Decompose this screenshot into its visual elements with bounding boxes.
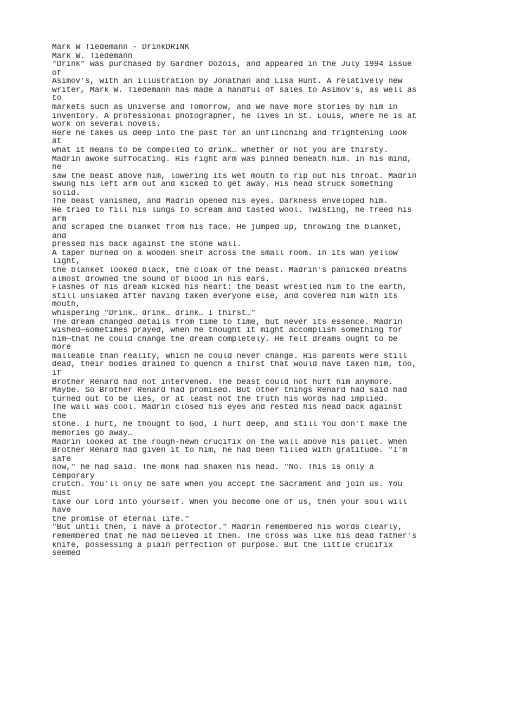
text-line: take our Lord into yourself. When you become one of us, then your soul will bbox=[52, 498, 408, 507]
document-body bbox=[52, 44, 488, 559]
text-line: wished—sometimes prayed, when he thought it might accomplish something for bbox=[52, 327, 403, 336]
text-line: almost drowned the sound of blood in his ears. bbox=[52, 275, 270, 284]
text-line: him—that he could change the dream completely. He felt dreams ought to be bbox=[52, 335, 398, 344]
text-line: now," he had said. The monk had shaken his head. "No. This is only a bbox=[52, 464, 374, 473]
text-line: the bbox=[52, 412, 67, 421]
text-line: swung his left arm out and kicked to get away. His head struck something bbox=[52, 181, 393, 190]
text-line: stone. I hurt, he thought to God, I hurt deep, and still You don't make the bbox=[52, 421, 408, 430]
text-line: the promise of eternal life." bbox=[52, 515, 190, 524]
text-line: work on several novels. bbox=[52, 121, 161, 130]
text-line: have bbox=[52, 507, 71, 516]
text-line: inventory. A professional photographer, he lives in St. Louis, where he is at bbox=[52, 112, 417, 121]
text-line: still unslaked after having taken everyone else, and covered him with its bbox=[52, 292, 398, 301]
text-line: The beast vanished, and Madrin opened his eyes. Darkness enveloped him. bbox=[52, 198, 389, 207]
text-line: whispering "Drink… drink… drink… I thirst…" bbox=[52, 309, 256, 318]
text-line: dead, their bodies drained to quench a thirst that would have taken him, too, bbox=[52, 361, 417, 370]
document-author: Mark W. Tiedemann bbox=[52, 52, 133, 61]
text-line: saw the beast above him, lowering its wet mouth to rip out his throat. Madrin bbox=[52, 172, 417, 181]
text-line: "But until then, I have a protector." Madrin remembered his words clearly, bbox=[52, 524, 403, 533]
text-line: light, bbox=[52, 258, 81, 267]
text-line: the blanket looked black, the cloak of the beast. Madrin's panicked breaths bbox=[52, 267, 408, 276]
document-title: Mark W Tiedemann - DrinkDRINK bbox=[52, 44, 190, 52]
text-line: Brother Renard had not intervened. The beast could not hurt him anymore. bbox=[52, 378, 393, 387]
text-line: Madrin looked at the rough-hewn crucifix on the wall above his pallet. When bbox=[52, 438, 408, 447]
text-line: The dream changed details from time to time, but never its essence. Madrin bbox=[52, 318, 403, 327]
text-line: Maybe. So Brother Renard had promised. But other things Renard had said had bbox=[52, 387, 408, 396]
text-line: turned out to be lies, or at least not the truth his words had implied. bbox=[52, 395, 389, 404]
text-line: Brother Renard had given it to him, he had been filled with gratitude. "I'm bbox=[52, 447, 408, 456]
text-line: and bbox=[52, 232, 67, 241]
text-line: "Drink" was purchased by Gardner Dozois, and appeared in the July 1994 issue bbox=[52, 61, 412, 70]
text-line: remembered that he had believed it then. The cross was like his dead father's bbox=[52, 532, 417, 541]
text-line: The wall was cool. Madrin closed his eyes and rested his head back against bbox=[52, 404, 403, 413]
text-line: writer, Mark W. Tiedemann has made a handful of sales to Asimov's, as well as bbox=[52, 86, 417, 95]
text-line: pressed his back against the stone wall. bbox=[52, 241, 242, 250]
text-line: temporary bbox=[52, 472, 95, 481]
text-line: of bbox=[52, 69, 62, 78]
text-line: seemed bbox=[52, 550, 81, 559]
text-line: Flashes of his dream kicked his heart: the beast wrestled him to the earth, bbox=[52, 284, 408, 293]
text-line: He tried to fill his lungs to scream and tasted wool. Twisting, he freed his bbox=[52, 206, 412, 215]
text-line: Here he takes us deep into the past for an unflinching and frightening look bbox=[52, 129, 408, 138]
text-line: and scraped the blanket from his face. He jumped up, throwing the blanket, bbox=[52, 224, 403, 233]
text-line: Asimov's, with an illustration by Jonathan and Lisa Hunt. A relatively new bbox=[52, 78, 403, 87]
text-line: he bbox=[52, 164, 62, 173]
text-line: what it means to be compelled to drink… whether or not you are thirsty. bbox=[52, 146, 389, 155]
text-line: markets such as Universe and Tomorrow, and we have more stories by him in bbox=[52, 104, 398, 113]
text-line: if bbox=[52, 369, 62, 378]
text-line: at bbox=[52, 138, 62, 147]
text-line: malleable than reality, which he could never change. His parents were still bbox=[52, 352, 408, 361]
text-line: safe bbox=[52, 455, 71, 464]
text-line: A taper burned on a wooden shelf across the small room. In its wan yellow bbox=[52, 249, 398, 258]
text-line: solid. bbox=[52, 189, 81, 198]
text-line: to bbox=[52, 95, 62, 104]
text-line: arm bbox=[52, 215, 67, 224]
text-line: memories go away… bbox=[52, 430, 133, 439]
text-line: Madrin awoke suffocating. His right arm was pinned beneath him. In his mind, bbox=[52, 155, 412, 164]
text-line: crutch. You'll only be safe when you accept the Sacrament and join us. You bbox=[52, 481, 403, 490]
text-line: must bbox=[52, 490, 71, 499]
text-line: mouth, bbox=[52, 301, 81, 310]
text-line: knife, possessing a plain perfection of purpose. But the little crucifix bbox=[52, 541, 393, 550]
text-line: more bbox=[52, 344, 71, 353]
